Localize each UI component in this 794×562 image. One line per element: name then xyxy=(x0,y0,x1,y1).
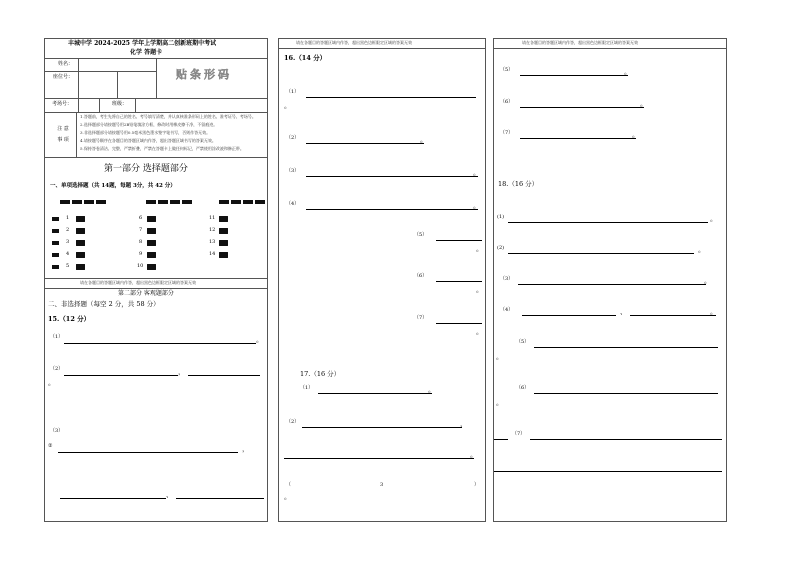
period-mark: 。 xyxy=(284,493,291,501)
comma-mark: ， xyxy=(242,445,249,453)
q15-2b-answer[interactable] xyxy=(188,375,260,376)
q16-6-answer[interactable] xyxy=(436,281,482,282)
q15-3-label: （3） xyxy=(50,428,64,434)
period-mark: 。 xyxy=(624,68,631,76)
mc-option[interactable] xyxy=(219,240,228,246)
part1-title: 第一部分 选择题部分 xyxy=(104,164,188,174)
q16-7-label: （7） xyxy=(414,315,428,321)
dunhao-mark: 、 xyxy=(166,491,173,499)
period-mark: 。 xyxy=(473,169,480,177)
middle-answer-panel xyxy=(278,38,486,522)
period-mark: 。 xyxy=(284,102,291,110)
q16-1-label: （1） xyxy=(286,89,300,95)
period-mark: 。 xyxy=(256,336,263,344)
section2-title: 二、非选择题（每空 2 分，共 58 分） xyxy=(48,300,160,308)
q18-7b-answer[interactable] xyxy=(494,471,722,472)
q15-header: 15.（12 分） xyxy=(48,315,91,323)
q18-7a-answer[interactable] xyxy=(530,439,722,440)
exam-room-label: 考场号： xyxy=(52,101,73,107)
mc-option[interactable] xyxy=(76,216,85,222)
notes-label: 注 意 事 项 xyxy=(57,126,69,143)
mc-option[interactable] xyxy=(147,240,156,246)
exam-subtitle: 化学 答题卡 xyxy=(130,49,163,56)
part2-title: 第二部分 客观题部分 xyxy=(118,290,174,297)
r-q16-6-label: （6） xyxy=(500,99,514,105)
q16-2-answer[interactable] xyxy=(306,143,424,144)
mc-number: 8 xyxy=(139,239,143,245)
period-mark: 。 xyxy=(496,399,503,407)
q16-7-answer[interactable] xyxy=(436,323,482,324)
q15-4a-answer[interactable] xyxy=(60,498,166,499)
right-warning: 请在各题目的答题区域内作答，超出黑色边框限定区域的答案无效 xyxy=(522,40,638,45)
r-q16-5-answer[interactable] xyxy=(520,75,628,76)
mc-option[interactable] xyxy=(219,216,228,222)
q17-3-open: （ xyxy=(286,482,292,488)
mc-number: 14 xyxy=(209,251,216,257)
q18-1-answer[interactable] xyxy=(508,222,708,223)
mc-option[interactable] xyxy=(147,252,156,258)
q15-1-answer[interactable] xyxy=(64,343,256,344)
comma-mark: ， xyxy=(178,368,185,376)
q16-5-label: （5） xyxy=(414,232,428,238)
mc-option[interactable] xyxy=(147,264,156,270)
note-5: 5.保持答卷清洁、完整，严禁折叠，严禁在答题卡上做任何标记，严禁使用涂改液和修正带。 xyxy=(80,146,244,151)
mc-marker xyxy=(52,217,59,221)
q18-4-label: （4） xyxy=(500,307,514,313)
barcode-area: 贴条形码 xyxy=(176,68,232,81)
mc-option[interactable] xyxy=(76,228,85,234)
period-mark: 。 xyxy=(470,451,477,459)
q17-3-number: 3 xyxy=(380,482,384,488)
q16-6-label: （6） xyxy=(414,273,428,279)
q18-6-answer[interactable] xyxy=(534,393,718,394)
mc-number: 4 xyxy=(66,251,70,257)
left-warning: 请在各题目的答题区域内作答，超出黑色边框限定区域的答案无效 xyxy=(80,280,196,285)
period-mark: 。 xyxy=(640,100,647,108)
q17-3-close: ） xyxy=(474,482,480,488)
q17-2-label: （2） xyxy=(286,419,300,425)
q17-2a-answer[interactable] xyxy=(302,427,462,428)
mc-option[interactable] xyxy=(147,228,156,234)
note-3: 3.非选择题部分请按题号用0.5毫米黑色墨水签字笔书写，否则作答无效。 xyxy=(80,130,211,135)
q17-header: 17.（16 分） xyxy=(300,370,341,378)
q18-7-prefix-line[interactable] xyxy=(494,439,508,440)
q18-header: 18.（16 分） xyxy=(498,180,539,188)
q18-2-answer[interactable] xyxy=(508,253,694,254)
period-mark: 。 xyxy=(632,131,639,139)
mc-number: 3 xyxy=(66,239,70,245)
period-mark: 。 xyxy=(698,246,705,254)
period-mark: 。 xyxy=(473,202,480,210)
q15-3-answer[interactable] xyxy=(58,452,238,453)
q18-4b-answer[interactable] xyxy=(630,315,716,316)
q16-5-answer[interactable] xyxy=(436,240,482,241)
mc-option[interactable] xyxy=(76,240,85,246)
mc-option[interactable] xyxy=(219,228,228,234)
mc-number: 11 xyxy=(209,215,216,221)
middle-warning: 请在各题目的答题区域内作答，超出黑色边框限定区域的答案无效 xyxy=(296,40,412,45)
right-answer-panel xyxy=(493,38,727,522)
q16-header: 16.（14 分） xyxy=(284,54,327,62)
q16-3-label: （3） xyxy=(286,168,300,174)
q18-1-label: (1) xyxy=(497,214,505,220)
q15-3-circle2: ② xyxy=(48,443,53,449)
comma-mark: ， xyxy=(460,420,467,428)
q17-1-label: （1） xyxy=(300,385,314,391)
q15-2a-answer[interactable] xyxy=(64,375,178,376)
mc-option[interactable] xyxy=(147,216,156,222)
q15-1-label: （1） xyxy=(50,334,64,340)
mc-number: 5 xyxy=(66,263,70,269)
period-mark: 。 xyxy=(704,277,711,285)
r-q16-7-answer[interactable] xyxy=(520,138,636,139)
period-mark: 。 xyxy=(420,136,427,144)
q17-2b-answer[interactable] xyxy=(284,458,474,459)
r-q16-6-answer[interactable] xyxy=(520,107,644,108)
class-label: 班级： xyxy=(112,101,128,107)
name-label: 姓名： xyxy=(58,61,74,67)
q15-4b-answer[interactable] xyxy=(176,498,264,499)
section1-title: 一、单项选择题（共 14题，每题 3分，共 42 分） xyxy=(50,183,176,189)
period-mark: 。 xyxy=(476,245,483,253)
q18-6-label: （6） xyxy=(516,385,530,391)
q18-7-label: （7） xyxy=(512,431,526,437)
q15-2-label: （2） xyxy=(50,366,64,372)
q16-1-answer[interactable] xyxy=(306,97,476,98)
q17-1-answer[interactable] xyxy=(318,393,432,394)
period-mark: 。 xyxy=(710,308,717,316)
mc-number: 9 xyxy=(139,251,143,257)
mc-number: 1 xyxy=(66,215,70,221)
period-mark: 。 xyxy=(710,215,717,223)
note-4: 4.请按题号顺序在各题目的答题区域内作答，超出答题区域书写的答案无效。 xyxy=(80,138,216,143)
q18-2-label: (2) xyxy=(497,245,505,251)
q18-5-label: （5） xyxy=(516,339,530,345)
period-mark: 。 xyxy=(476,286,483,294)
exam-title: 丰城中学 2024-2025 学年上学期高二创新班期中考试 xyxy=(68,40,217,47)
mc-option[interactable] xyxy=(219,252,228,258)
mc-option[interactable] xyxy=(76,252,85,258)
q16-3-answer[interactable] xyxy=(306,176,478,177)
q18-4a-answer[interactable] xyxy=(522,315,616,316)
q18-3-label: （3） xyxy=(500,276,514,282)
mc-number: 2 xyxy=(66,227,70,233)
q16-2-label: （2） xyxy=(286,135,300,141)
q18-3-answer[interactable] xyxy=(518,284,706,285)
seat-label: 座位号： xyxy=(53,74,74,80)
q18-5-answer[interactable] xyxy=(534,347,718,348)
dunhao-mark: 、 xyxy=(620,308,627,316)
mc-number: 7 xyxy=(139,227,143,233)
note-2: 2.选择题部分请按题号用2B铅笔填涂方框，修改时用橡皮擦干净，不留痕迹。 xyxy=(80,122,218,127)
mc-number: 12 xyxy=(209,227,216,233)
period-mark: 。 xyxy=(496,353,503,361)
mc-number: 6 xyxy=(139,215,143,221)
mc-option[interactable] xyxy=(76,264,85,270)
q16-4-label: （4） xyxy=(286,201,300,207)
period-mark: 。 xyxy=(428,386,435,394)
mc-number: 10 xyxy=(137,263,144,269)
q16-4-answer[interactable] xyxy=(306,209,478,210)
r-q16-5-label: （5） xyxy=(500,67,514,73)
period-mark: 。 xyxy=(48,379,55,387)
period-mark: 。 xyxy=(476,328,483,336)
mc-number: 13 xyxy=(209,239,216,245)
r-q16-7-label: （7） xyxy=(500,130,514,136)
note-1: 1.答题前，考生先将自己的姓名、考号填写清楚，并认真核准条形码上的姓名、准考证号、考场号。 xyxy=(80,114,256,119)
